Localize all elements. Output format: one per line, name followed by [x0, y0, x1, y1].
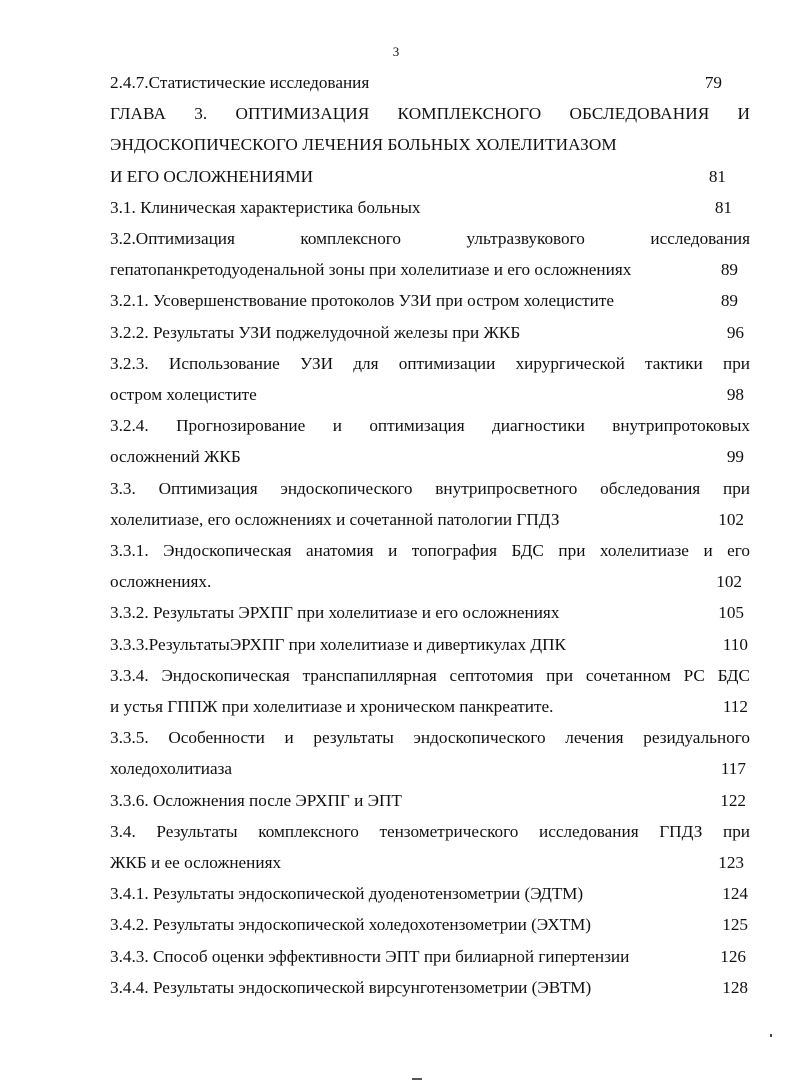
toc-page-number: 89	[720, 260, 738, 280]
toc-entry-title-line: осложнений ЖКБ	[110, 447, 241, 467]
toc-page-number: 102	[718, 509, 744, 529]
toc-entry-title-line: холелитиазе, его осложнениях и сочетанной патологии ГПДЗ	[110, 509, 560, 529]
toc-page-number: 89	[720, 291, 738, 311]
toc-entry-3-3	[110, 473, 750, 535]
toc-entry-chapter-3	[110, 98, 750, 192]
toc-entry-title-line: ЖКБ и ее осложнениях	[110, 853, 282, 873]
toc-entry-3-4-2	[110, 909, 750, 940]
toc-entry-3-4	[110, 816, 750, 878]
toc-page-number: 117	[720, 759, 746, 779]
toc-page-number: 112	[722, 697, 748, 717]
toc-entry-title: 3.3.6. Осложнения после ЭРХПГ и ЭПТ	[110, 790, 402, 810]
toc-entry-2-4-7	[110, 67, 750, 98]
scan-speck	[770, 1034, 772, 1037]
toc-entry-title: 3.3.2. Результаты ЭРХПГ при холелитиазе и его осложнениях	[110, 603, 560, 623]
toc-page-number: 128	[722, 977, 748, 997]
toc-entry-title-line: ГЛАВА 3. ОПТИМИЗАЦИЯ КОМПЛЕКСНОГО ОБСЛЕДОВАНИЯ И	[110, 104, 750, 124]
toc-entry-3-4-3	[110, 941, 750, 972]
toc-entry-title: 3.4.4. Результаты эндоскопической вирсунготензометрии (ЭВТМ)	[110, 977, 592, 997]
toc-entry-3-3-1	[110, 535, 750, 597]
toc-entry-title: 2.4.7.Статистические исследования	[110, 73, 370, 92]
page-number: 3	[392, 44, 400, 59]
table-of-contents	[110, 67, 750, 1003]
toc-entry-3-1	[110, 192, 750, 223]
toc-entry-3-2-2	[110, 317, 750, 348]
toc-page-number: 122	[720, 790, 746, 810]
toc-entry-title: 3.4.1. Результаты эндоскопической дуоденотензометрии (ЭДТМ)	[110, 884, 584, 904]
scan-speck	[412, 1078, 422, 1080]
toc-entry-title-line: и устья ГППЖ при холелитиазе и хроническом панкреатите.	[110, 697, 554, 717]
toc-entry-title: 3.1. Клиническая характеристика больных	[110, 197, 421, 217]
toc-entry-3-3-4	[110, 660, 750, 722]
toc-entry-3-3-5	[110, 722, 750, 784]
toc-page-number: 124	[722, 884, 748, 904]
toc-entry-title: 3.4.3. Способ оценки эффективности ЭПТ при билиарной гипертензии	[110, 946, 630, 966]
toc-entry-title-line: 3.3.1. Эндоскопическая анатомия и топография БДС при холелитиазе и его	[110, 541, 750, 561]
toc-page-number: 98	[726, 385, 744, 405]
toc-page-number: 79	[704, 73, 722, 92]
toc-entry-title-line: 3.3.4. Эндоскопическая транспапиллярная септотомия при сочетанном РС БДС	[110, 665, 750, 685]
toc-page-number: 123	[718, 853, 744, 873]
toc-entry-3-3-3	[110, 629, 750, 660]
toc-entry-title-line: осложнениях.	[110, 572, 212, 592]
toc-page-number: 126	[720, 946, 746, 966]
toc-entry-title: 3.2.2. Результаты УЗИ поджелудочной железы при ЖКБ	[110, 322, 521, 342]
toc-entry-title-line: 3.4. Результаты комплексного тензометрического исследования ГПДЗ при	[110, 821, 750, 841]
toc-entry-3-3-6	[110, 785, 750, 816]
toc-entry-title-line: 3.2.4. Прогнозирование и оптимизация диагностики внутрипротоковых	[110, 416, 750, 436]
toc-entry-title: 3.4.2. Результаты эндоскопической холедохотензометрии (ЭХТМ)	[110, 915, 591, 935]
toc-entry-title: 3.3.3.РезультатыЭРХПГ при холелитиазе и дивертикулах ДПК	[110, 634, 567, 654]
toc-entry-3-2-1	[110, 285, 750, 316]
toc-entry-title-line: 3.2.3. Использование УЗИ для оптимизации хирургической тактики при	[110, 353, 750, 373]
toc-entry-3-4-4	[110, 972, 750, 1003]
toc-entry-3-2-4	[110, 410, 750, 472]
toc-entry-title-line: 3.3.5. Особенности и результаты эндоскопического лечения резидуального	[110, 728, 750, 748]
toc-entry-title: 3.2.1. Усовершенствование протоколов УЗИ при остром холецистите	[110, 291, 614, 311]
toc-entry-title-line: 3.3. Оптимизация эндоскопического внутрипросветного обследования при	[110, 478, 750, 498]
toc-page-number: 105	[718, 603, 744, 623]
toc-page-number: 81	[714, 197, 732, 217]
toc-entry-title-line: гепатопанкретодуоденальной зоны при холелитиазе и его осложнениях	[110, 260, 632, 280]
toc-entry-title-line: остром холецистите	[110, 385, 257, 405]
toc-entry-title-line: И ЕГО ОСЛОЖНЕНИЯМИ	[110, 166, 314, 186]
toc-entry-title-line: ЭНДОСКОПИЧЕСКОГО ЛЕЧЕНИЯ БОЛЬНЫХ ХОЛЕЛИТИАЗОМ	[110, 135, 617, 155]
toc-entry-3-2	[110, 223, 750, 285]
toc-entry-3-2-3	[110, 348, 750, 410]
toc-entry-title-line: холедохолитиаза	[110, 759, 233, 779]
toc-page-number: 81	[708, 166, 726, 186]
toc-page-number: 110	[722, 634, 748, 654]
toc-page-number: 96	[726, 322, 744, 342]
toc-page-number: 102	[716, 572, 742, 592]
toc-page-number: 99	[726, 447, 744, 467]
toc-page-number: 125	[722, 915, 748, 935]
toc-entry-title-line: 3.2.Оптимизация комплексного ультразвукового исследования	[110, 229, 750, 249]
toc-entry-3-4-1	[110, 878, 750, 909]
toc-entry-3-3-2	[110, 597, 750, 628]
